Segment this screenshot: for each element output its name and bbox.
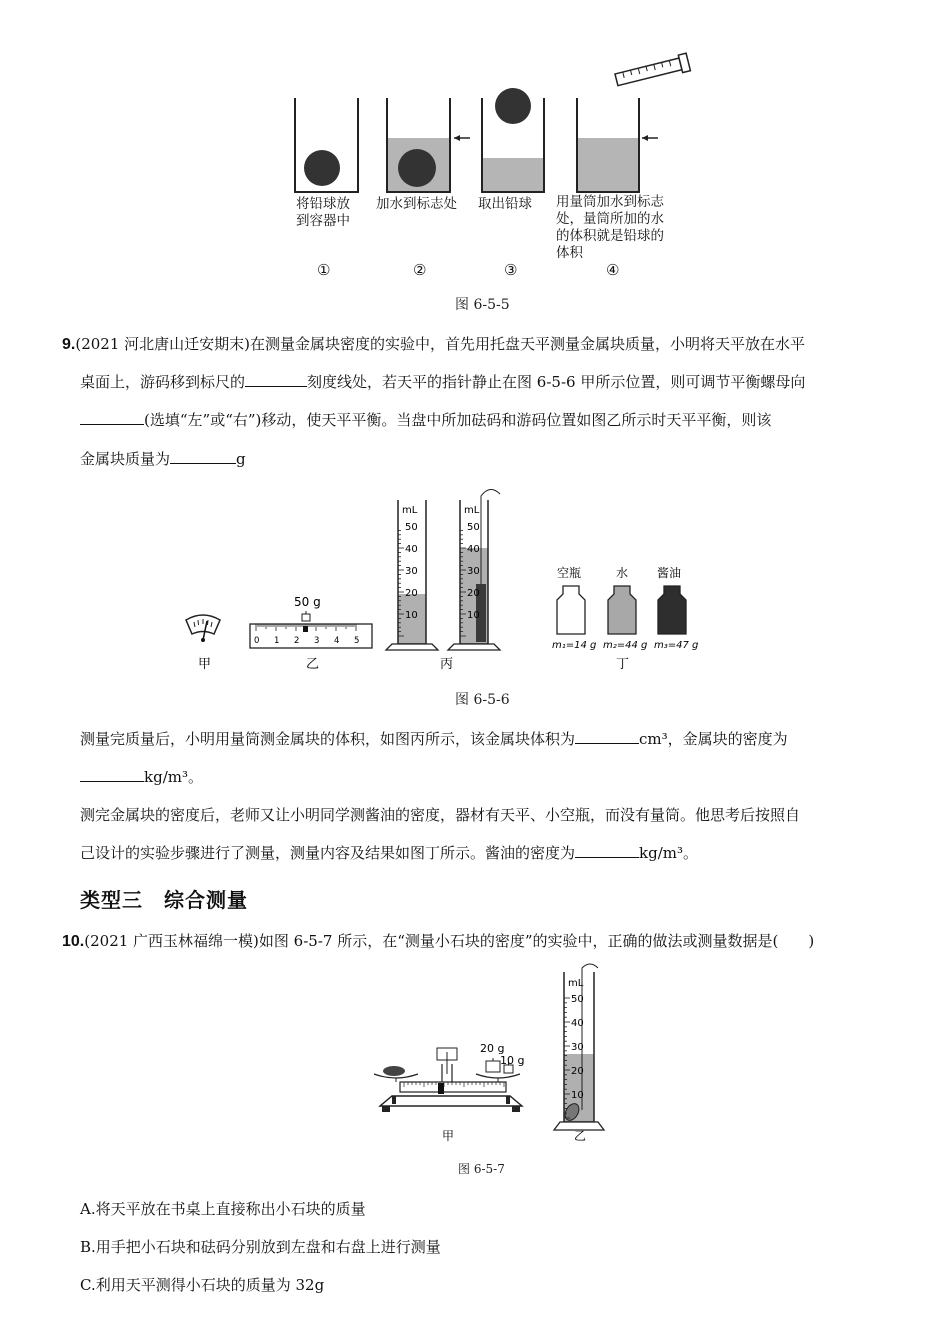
step4-number: ④	[606, 261, 620, 279]
q9-text-2a: 桌面上，游码移到标尺的	[80, 373, 246, 391]
step4-caption-line3: 的体积就是铅球的	[556, 228, 664, 244]
cyl3-tick-40: 40	[571, 1018, 584, 1029]
scale-tick-0: 0	[254, 636, 260, 646]
q10-line	[62, 931, 814, 952]
bottle-label-soy: 酱油	[657, 566, 682, 580]
cyl1-tick-30: 30	[405, 566, 418, 577]
cyl3-unit: mL	[568, 978, 584, 989]
scale-tick-5: 5	[354, 636, 360, 646]
q9-line3	[80, 410, 771, 430]
cyl3-tick-30: 30	[571, 1042, 584, 1053]
q9b-line2	[80, 767, 203, 787]
q9b-line1	[80, 729, 788, 749]
q9b-line4	[80, 843, 698, 863]
bottle-soy-sauce	[658, 586, 686, 634]
answer-blank-direction[interactable]	[80, 410, 144, 425]
bottle-mass-empty: m₁=14 g	[552, 640, 597, 651]
cyl3-tick-10: 10	[571, 1090, 584, 1101]
figure-caption-6-5-7: 图 6-5-7	[458, 1162, 505, 1176]
bottle-empty	[557, 586, 585, 634]
q9b-text-2: kg/m³。	[144, 768, 203, 786]
balance-pointer-dial	[186, 615, 220, 642]
cyl2-tick-40: 40	[467, 544, 480, 555]
q9-text-2b: 刻度线处，若天平的指针静止在图 6-5-6 甲所示位置，则可调节平衡螺母向	[307, 373, 806, 391]
label-yi-657: 乙	[574, 1129, 587, 1143]
figure-6-5-7	[360, 962, 620, 1152]
q10-text: (2021 广西玉林福绵一模)如图 6-5-7 所示，在“测量小石块的密度”的实验中，正确的做法或测量数据是( )	[84, 932, 815, 950]
answer-blank-zero-mark[interactable]	[245, 372, 307, 387]
q9-line4	[80, 449, 246, 469]
figure-caption-6-5-5: 图 6-5-5	[455, 297, 510, 313]
container-refilled	[577, 98, 658, 192]
label-yi: 乙	[306, 657, 320, 672]
answer-blank-metal-density[interactable]	[80, 767, 144, 782]
step2-caption: 加水到标志处	[376, 196, 457, 212]
cyl2-unit: mL	[464, 505, 480, 516]
step3-number: ③	[504, 261, 518, 279]
q9-text-3: (选填“左”或“右”)移动，使天平平衡。当盘中所加砝码和游码位置如图乙所示时天平平衡，则该	[144, 411, 772, 429]
q9b-text-1b: cm³，金属块的密度为	[639, 730, 788, 748]
pouring-cylinder	[614, 53, 690, 88]
figure-6-5-6	[170, 482, 710, 682]
answer-blank-mass[interactable]	[170, 449, 236, 464]
cyl2-tick-50: 50	[467, 522, 480, 533]
cyl1-unit: mL	[402, 505, 418, 516]
scale-tick-1: 1	[274, 636, 280, 646]
cyl3-tick-20: 20	[571, 1066, 584, 1077]
step3-caption: 取出铅球	[478, 196, 532, 212]
figure-caption-6-5-6: 图 6-5-6	[455, 692, 510, 708]
cyl2-tick-10: 10	[467, 610, 480, 621]
label-bing: 丙	[440, 657, 454, 672]
step1-caption-line2: 到容器中	[296, 213, 350, 229]
q10-number: 10.	[62, 933, 85, 950]
q9-text-4b: g	[236, 450, 246, 468]
q9-line1	[62, 334, 805, 355]
cyl2-tick-30: 30	[467, 566, 480, 577]
cyl1-tick-10: 10	[405, 610, 418, 621]
label-jia: 甲	[198, 657, 212, 672]
label-ding: 丁	[616, 657, 630, 672]
option-c[interactable]: C.利用天平测得小石块的质量为 32g	[80, 1276, 325, 1294]
option-b[interactable]: B.用手把小石块和砝码分别放到左盘和右盘上进行测量	[80, 1238, 441, 1256]
step2-number: ②	[413, 261, 427, 279]
step4-caption-line2: 处，量筒所加的水	[556, 211, 664, 227]
bottle-label-water: 水	[616, 566, 629, 580]
step4-caption-line1: 用量筒加水到标志	[556, 194, 664, 210]
q9-text-4a: 金属块质量为	[80, 450, 171, 468]
cyl1-tick-20: 20	[405, 588, 418, 599]
answer-blank-volume[interactable]	[575, 729, 639, 744]
scale-tick-2: 2	[294, 636, 300, 646]
weight-label-20g: 20 g	[480, 1042, 505, 1055]
q9-number: 9.	[62, 336, 76, 353]
q9-line2	[80, 372, 805, 392]
weight-label-10g: 10 g	[500, 1054, 525, 1067]
bottle-water	[608, 586, 636, 634]
cyl3-tick-50: 50	[571, 994, 584, 1005]
bottle-mass-soy: m₃=47 g	[654, 640, 699, 651]
container-with-ball	[295, 98, 358, 192]
step4-caption-line4: 体积	[556, 245, 583, 261]
step1-caption-line1: 将铅球放	[296, 196, 350, 212]
answer-blank-soy-density[interactable]	[575, 843, 639, 858]
q9-text-1: (2021 河北唐山迁安期末)在测量金属块密度的实验中，首先用托盘天平测量金属块质量，小明将天平放在水平	[75, 335, 805, 353]
scale-tick-4: 4	[334, 636, 340, 646]
q9b-text-4a: 己设计的实验步骤进行了测量，测量内容及结果如图丁所示。酱油的密度为	[80, 844, 576, 862]
container-with-water-and-ball	[387, 98, 470, 192]
bottle-label-empty: 空瓶	[557, 566, 582, 580]
scale-tick-3: 3	[314, 636, 320, 646]
cyl1-tick-40: 40	[405, 544, 418, 555]
section-heading: 类型三 综合测量	[80, 888, 248, 912]
cyl2-tick-20: 20	[467, 588, 480, 599]
weight-label-50g: 50 g	[294, 595, 321, 609]
container-ball-removed	[482, 88, 544, 192]
q9b-text-4b: kg/m³。	[639, 844, 698, 862]
option-a[interactable]: A.将天平放在书桌上直接称出小石块的质量	[80, 1200, 366, 1218]
bottle-mass-water: m₂=44 g	[603, 640, 648, 651]
cyl1-tick-50: 50	[405, 522, 418, 533]
step1-number: ①	[317, 261, 331, 279]
q9b-line3: 测完金属块的密度后，老师又让小明同学测酱油的密度，器材有天平、小空瓶，而没有量筒。他思考后按照自	[80, 806, 801, 824]
label-jia-657: 甲	[442, 1129, 455, 1143]
figure-6-5-5	[280, 50, 700, 280]
q9b-text-1a: 测量完质量后，小明用量筒测金属块的体积，如图丙所示，该金属块体积为	[80, 730, 576, 748]
